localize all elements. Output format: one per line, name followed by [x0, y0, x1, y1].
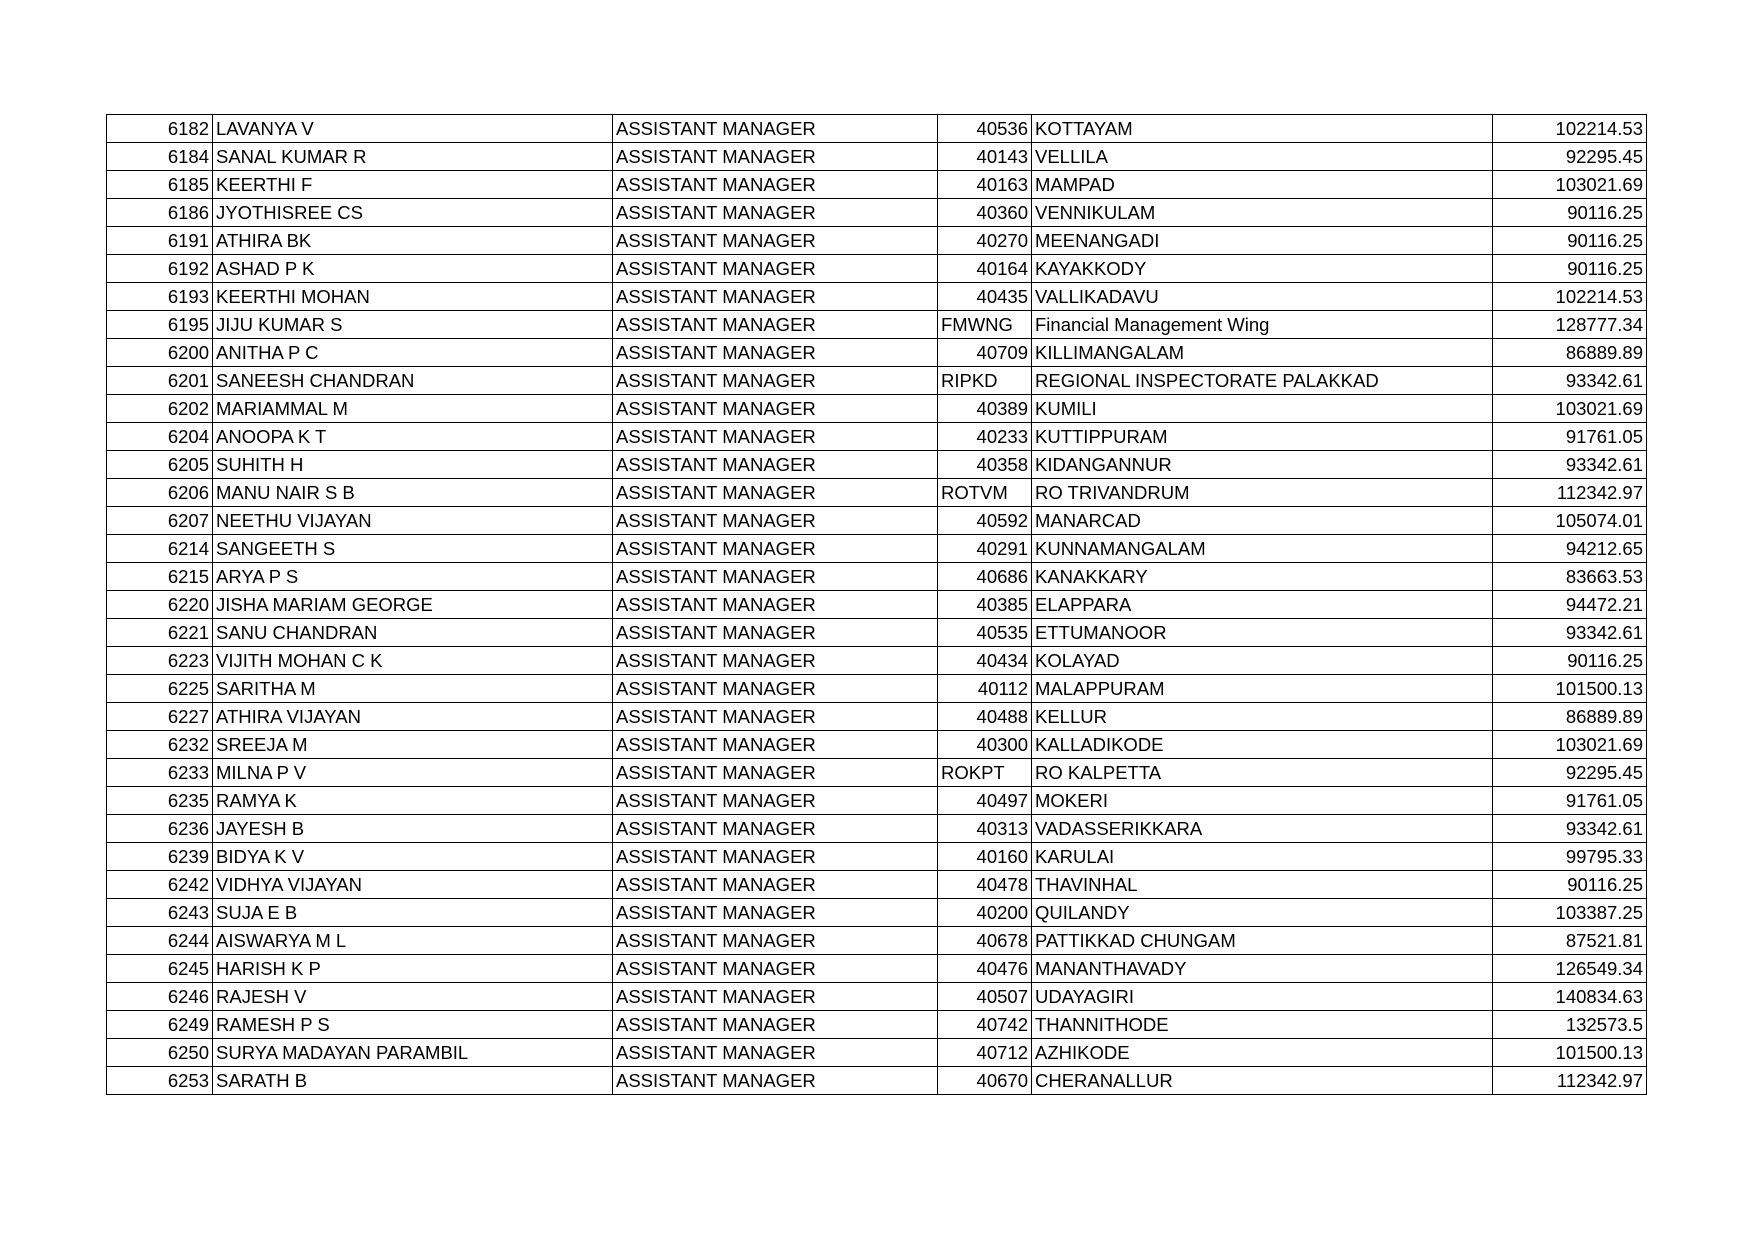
amount-cell: 83663.53 [1493, 563, 1647, 591]
office-name-cell: RO KALPETTA [1032, 759, 1493, 787]
office-code-cell: 40742 [938, 1011, 1032, 1039]
table-row [107, 199, 1647, 227]
table-row [107, 255, 1647, 283]
amount-cell: 90116.25 [1493, 871, 1647, 899]
employee-id-cell: 6201 [107, 367, 213, 395]
designation-cell: ASSISTANT MANAGER [613, 871, 938, 899]
employee-name-cell: MILNA P V [213, 759, 613, 787]
employee-name-cell: VIJITH MOHAN C K [213, 647, 613, 675]
office-code-cell: 40389 [938, 395, 1032, 423]
employee-name-cell: RAMESH P S [213, 1011, 613, 1039]
office-name-cell: Financial Management Wing [1032, 311, 1493, 339]
office-code-cell: 40112 [938, 675, 1032, 703]
designation-cell: ASSISTANT MANAGER [613, 647, 938, 675]
employee-id-cell: 6244 [107, 927, 213, 955]
office-code-cell: 40435 [938, 283, 1032, 311]
office-code-cell: 40300 [938, 731, 1032, 759]
table-row [107, 899, 1647, 927]
office-name-cell: THANNITHODE [1032, 1011, 1493, 1039]
employee-name-cell: SANGEETH S [213, 535, 613, 563]
table-row [107, 647, 1647, 675]
designation-cell: ASSISTANT MANAGER [613, 255, 938, 283]
office-code-cell: 40535 [938, 619, 1032, 647]
designation-cell: ASSISTANT MANAGER [613, 423, 938, 451]
table-row [107, 1011, 1647, 1039]
office-code-cell: ROTVM [938, 479, 1032, 507]
amount-cell: 87521.81 [1493, 927, 1647, 955]
table-row [107, 143, 1647, 171]
designation-cell: ASSISTANT MANAGER [613, 479, 938, 507]
employee-name-cell: BIDYA K V [213, 843, 613, 871]
employee-id-cell: 6243 [107, 899, 213, 927]
office-code-cell: 40709 [938, 339, 1032, 367]
table-row [107, 955, 1647, 983]
amount-cell: 132573.5 [1493, 1011, 1647, 1039]
employee-id-cell: 6225 [107, 675, 213, 703]
designation-cell: ASSISTANT MANAGER [613, 451, 938, 479]
designation-cell: ASSISTANT MANAGER [613, 115, 938, 143]
designation-cell: ASSISTANT MANAGER [613, 143, 938, 171]
office-code-cell: 40164 [938, 255, 1032, 283]
table-row [107, 703, 1647, 731]
office-name-cell: KANAKKARY [1032, 563, 1493, 591]
table-row [107, 563, 1647, 591]
designation-cell: ASSISTANT MANAGER [613, 927, 938, 955]
employee-id-cell: 6223 [107, 647, 213, 675]
office-code-cell: ROKPT [938, 759, 1032, 787]
employee-name-cell: JAYESH B [213, 815, 613, 843]
employee-id-cell: 6192 [107, 255, 213, 283]
employee-name-cell: SREEJA M [213, 731, 613, 759]
office-name-cell: MALAPPURAM [1032, 675, 1493, 703]
office-code-cell: 40360 [938, 199, 1032, 227]
employee-name-cell: KEERTHI F [213, 171, 613, 199]
employee-name-cell: JIJU KUMAR S [213, 311, 613, 339]
employee-name-cell: JYOTHISREE CS [213, 199, 613, 227]
amount-cell: 99795.33 [1493, 843, 1647, 871]
amount-cell: 91761.05 [1493, 787, 1647, 815]
employee-id-cell: 6227 [107, 703, 213, 731]
table-row [107, 367, 1647, 395]
employee-name-cell: HARISH K P [213, 955, 613, 983]
employee-id-cell: 6249 [107, 1011, 213, 1039]
office-name-cell: KIDANGANNUR [1032, 451, 1493, 479]
table-row [107, 871, 1647, 899]
office-code-cell: 40160 [938, 843, 1032, 871]
employee-name-cell: SARITHA M [213, 675, 613, 703]
amount-cell: 94212.65 [1493, 535, 1647, 563]
amount-cell: 90116.25 [1493, 255, 1647, 283]
employee-name-cell: SARATH B [213, 1067, 613, 1095]
table-row [107, 927, 1647, 955]
office-code-cell: 40686 [938, 563, 1032, 591]
amount-cell: 93342.61 [1493, 451, 1647, 479]
employee-id-cell: 6193 [107, 283, 213, 311]
designation-cell: ASSISTANT MANAGER [613, 563, 938, 591]
office-name-cell: MANARCAD [1032, 507, 1493, 535]
employee-name-cell: SANAL KUMAR R [213, 143, 613, 171]
employee-id-cell: 6235 [107, 787, 213, 815]
designation-cell: ASSISTANT MANAGER [613, 955, 938, 983]
office-code-cell: 40200 [938, 899, 1032, 927]
office-code-cell: 40670 [938, 1067, 1032, 1095]
designation-cell: ASSISTANT MANAGER [613, 815, 938, 843]
employee-name-cell: SUHITH H [213, 451, 613, 479]
table-row [107, 311, 1647, 339]
designation-cell: ASSISTANT MANAGER [613, 619, 938, 647]
employee-name-cell: MARIAMMAL M [213, 395, 613, 423]
amount-cell: 140834.63 [1493, 983, 1647, 1011]
office-name-cell: VALLIKADAVU [1032, 283, 1493, 311]
employee-id-cell: 6236 [107, 815, 213, 843]
employee-id-cell: 6191 [107, 227, 213, 255]
table-row [107, 619, 1647, 647]
designation-cell: ASSISTANT MANAGER [613, 171, 938, 199]
amount-cell: 101500.13 [1493, 675, 1647, 703]
designation-cell: ASSISTANT MANAGER [613, 283, 938, 311]
amount-cell: 92295.45 [1493, 143, 1647, 171]
table-row [107, 479, 1647, 507]
amount-cell: 93342.61 [1493, 619, 1647, 647]
employee-id-cell: 6200 [107, 339, 213, 367]
employee-id-cell: 6205 [107, 451, 213, 479]
employee-name-cell: LAVANYA V [213, 115, 613, 143]
table-row [107, 535, 1647, 563]
designation-cell: ASSISTANT MANAGER [613, 507, 938, 535]
employee-id-cell: 6242 [107, 871, 213, 899]
office-name-cell: VADASSERIKKARA [1032, 815, 1493, 843]
amount-cell: 103021.69 [1493, 395, 1647, 423]
employee-name-cell: AISWARYA M L [213, 927, 613, 955]
employee-name-cell: ASHAD P K [213, 255, 613, 283]
table-row [107, 843, 1647, 871]
table-row [107, 1067, 1647, 1095]
employee-id-cell: 6246 [107, 983, 213, 1011]
office-name-cell: THAVINHAL [1032, 871, 1493, 899]
employee-name-cell: ANITHA P C [213, 339, 613, 367]
amount-cell: 103021.69 [1493, 171, 1647, 199]
office-name-cell: UDAYAGIRI [1032, 983, 1493, 1011]
amount-cell: 112342.97 [1493, 479, 1647, 507]
office-name-cell: KARULAI [1032, 843, 1493, 871]
amount-cell: 102214.53 [1493, 115, 1647, 143]
designation-cell: ASSISTANT MANAGER [613, 199, 938, 227]
designation-cell: ASSISTANT MANAGER [613, 675, 938, 703]
amount-cell: 128777.34 [1493, 311, 1647, 339]
employee-name-cell: RAJESH V [213, 983, 613, 1011]
amount-cell: 86889.89 [1493, 339, 1647, 367]
amount-cell: 102214.53 [1493, 283, 1647, 311]
employee-name-cell: VIDHYA VIJAYAN [213, 871, 613, 899]
amount-cell: 93342.61 [1493, 815, 1647, 843]
office-name-cell: MANANTHAVADY [1032, 955, 1493, 983]
employee-name-cell: KEERTHI MOHAN [213, 283, 613, 311]
designation-cell: ASSISTANT MANAGER [613, 227, 938, 255]
office-code-cell: 40507 [938, 983, 1032, 1011]
office-code-cell: 40291 [938, 535, 1032, 563]
amount-cell: 90116.25 [1493, 199, 1647, 227]
designation-cell: ASSISTANT MANAGER [613, 899, 938, 927]
employee-id-cell: 6186 [107, 199, 213, 227]
office-name-cell: KUMILI [1032, 395, 1493, 423]
office-name-cell: KOLAYAD [1032, 647, 1493, 675]
amount-cell: 101500.13 [1493, 1039, 1647, 1067]
office-name-cell: QUILANDY [1032, 899, 1493, 927]
office-name-cell: ETTUMANOOR [1032, 619, 1493, 647]
employee-name-cell: RAMYA K [213, 787, 613, 815]
table-row [107, 395, 1647, 423]
employee-name-cell: MANU NAIR S B [213, 479, 613, 507]
office-name-cell: KUNNAMANGALAM [1032, 535, 1493, 563]
designation-cell: ASSISTANT MANAGER [613, 1039, 938, 1067]
employee-name-cell: ANOOPA K T [213, 423, 613, 451]
office-code-cell: 40233 [938, 423, 1032, 451]
employee-id-cell: 6182 [107, 115, 213, 143]
designation-cell: ASSISTANT MANAGER [613, 1011, 938, 1039]
amount-cell: 112342.97 [1493, 1067, 1647, 1095]
table-row [107, 283, 1647, 311]
table-row [107, 591, 1647, 619]
office-name-cell: KOTTAYAM [1032, 115, 1493, 143]
office-code-cell: 40678 [938, 927, 1032, 955]
amount-cell: 90116.25 [1493, 647, 1647, 675]
employee-id-cell: 6245 [107, 955, 213, 983]
employee-id-cell: 6221 [107, 619, 213, 647]
office-code-cell: 40712 [938, 1039, 1032, 1067]
office-code-cell: 40476 [938, 955, 1032, 983]
office-name-cell: KELLUR [1032, 703, 1493, 731]
office-code-cell: FMWNG [938, 311, 1032, 339]
office-code-cell: 40478 [938, 871, 1032, 899]
employee-table-body [107, 115, 1647, 1095]
office-name-cell: KILLIMANGALAM [1032, 339, 1493, 367]
office-code-cell: 40497 [938, 787, 1032, 815]
employee-name-cell: SANEESH CHANDRAN [213, 367, 613, 395]
employee-id-cell: 6239 [107, 843, 213, 871]
employee-name-cell: ATHIRA VIJAYAN [213, 703, 613, 731]
designation-cell: ASSISTANT MANAGER [613, 311, 938, 339]
table-row [107, 731, 1647, 759]
office-code-cell: 40488 [938, 703, 1032, 731]
designation-cell: ASSISTANT MANAGER [613, 843, 938, 871]
designation-cell: ASSISTANT MANAGER [613, 535, 938, 563]
amount-cell: 91761.05 [1493, 423, 1647, 451]
employee-id-cell: 6253 [107, 1067, 213, 1095]
designation-cell: ASSISTANT MANAGER [613, 339, 938, 367]
office-code-cell: 40434 [938, 647, 1032, 675]
table-row [107, 507, 1647, 535]
designation-cell: ASSISTANT MANAGER [613, 1067, 938, 1095]
office-name-cell: VELLILA [1032, 143, 1493, 171]
table-row [107, 983, 1647, 1011]
office-name-cell: MEENANGADI [1032, 227, 1493, 255]
amount-cell: 92295.45 [1493, 759, 1647, 787]
table-row [107, 339, 1647, 367]
office-name-cell: KALLADIKODE [1032, 731, 1493, 759]
employee-id-cell: 6233 [107, 759, 213, 787]
employee-id-cell: 6184 [107, 143, 213, 171]
employee-name-cell: SUJA E B [213, 899, 613, 927]
designation-cell: ASSISTANT MANAGER [613, 367, 938, 395]
office-name-cell: VENNIKULAM [1032, 199, 1493, 227]
employee-name-cell: SANU CHANDRAN [213, 619, 613, 647]
table-row [107, 115, 1647, 143]
amount-cell: 93342.61 [1493, 367, 1647, 395]
table-row [107, 675, 1647, 703]
designation-cell: ASSISTANT MANAGER [613, 703, 938, 731]
employee-name-cell: NEETHU VIJAYAN [213, 507, 613, 535]
office-name-cell: KUTTIPPURAM [1032, 423, 1493, 451]
employee-id-cell: 6220 [107, 591, 213, 619]
amount-cell: 90116.25 [1493, 227, 1647, 255]
table-row [107, 227, 1647, 255]
table-row [107, 451, 1647, 479]
amount-cell: 94472.21 [1493, 591, 1647, 619]
employee-id-cell: 6185 [107, 171, 213, 199]
designation-cell: ASSISTANT MANAGER [613, 395, 938, 423]
table-row [107, 787, 1647, 815]
designation-cell: ASSISTANT MANAGER [613, 787, 938, 815]
table-row [107, 1039, 1647, 1067]
office-name-cell: REGIONAL INSPECTORATE PALAKKAD [1032, 367, 1493, 395]
employee-id-cell: 6207 [107, 507, 213, 535]
employee-id-cell: 6204 [107, 423, 213, 451]
table-row [107, 815, 1647, 843]
office-name-cell: MOKERI [1032, 787, 1493, 815]
employee-name-cell: JISHA MARIAM GEORGE [213, 591, 613, 619]
office-code-cell: RIPKD [938, 367, 1032, 395]
designation-cell: ASSISTANT MANAGER [613, 591, 938, 619]
office-code-cell: 40313 [938, 815, 1032, 843]
table-row [107, 759, 1647, 787]
office-code-cell: 40163 [938, 171, 1032, 199]
office-name-cell: MAMPAD [1032, 171, 1493, 199]
employee-id-cell: 6232 [107, 731, 213, 759]
office-code-cell: 40385 [938, 591, 1032, 619]
office-name-cell: RO TRIVANDRUM [1032, 479, 1493, 507]
designation-cell: ASSISTANT MANAGER [613, 983, 938, 1011]
table-row [107, 423, 1647, 451]
office-name-cell: AZHIKODE [1032, 1039, 1493, 1067]
employee-id-cell: 6195 [107, 311, 213, 339]
office-code-cell: 40592 [938, 507, 1032, 535]
designation-cell: ASSISTANT MANAGER [613, 731, 938, 759]
employee-name-cell: ATHIRA BK [213, 227, 613, 255]
employee-name-cell: SURYA MADAYAN PARAMBIL [213, 1039, 613, 1067]
employee-id-cell: 6206 [107, 479, 213, 507]
amount-cell: 103387.25 [1493, 899, 1647, 927]
office-name-cell: PATTIKKAD CHUNGAM [1032, 927, 1493, 955]
amount-cell: 103021.69 [1493, 731, 1647, 759]
table-row [107, 171, 1647, 199]
designation-cell: ASSISTANT MANAGER [613, 759, 938, 787]
office-code-cell: 40270 [938, 227, 1032, 255]
employee-id-cell: 6202 [107, 395, 213, 423]
amount-cell: 126549.34 [1493, 955, 1647, 983]
office-code-cell: 40358 [938, 451, 1032, 479]
employee-id-cell: 6250 [107, 1039, 213, 1067]
employee-name-cell: ARYA P S [213, 563, 613, 591]
employee-table [106, 114, 1647, 1095]
office-code-cell: 40536 [938, 115, 1032, 143]
employee-id-cell: 6215 [107, 563, 213, 591]
office-name-cell: ELAPPARA [1032, 591, 1493, 619]
office-name-cell: KAYAKKODY [1032, 255, 1493, 283]
amount-cell: 105074.01 [1493, 507, 1647, 535]
employee-id-cell: 6214 [107, 535, 213, 563]
amount-cell: 86889.89 [1493, 703, 1647, 731]
office-code-cell: 40143 [938, 143, 1032, 171]
office-name-cell: CHERANALLUR [1032, 1067, 1493, 1095]
